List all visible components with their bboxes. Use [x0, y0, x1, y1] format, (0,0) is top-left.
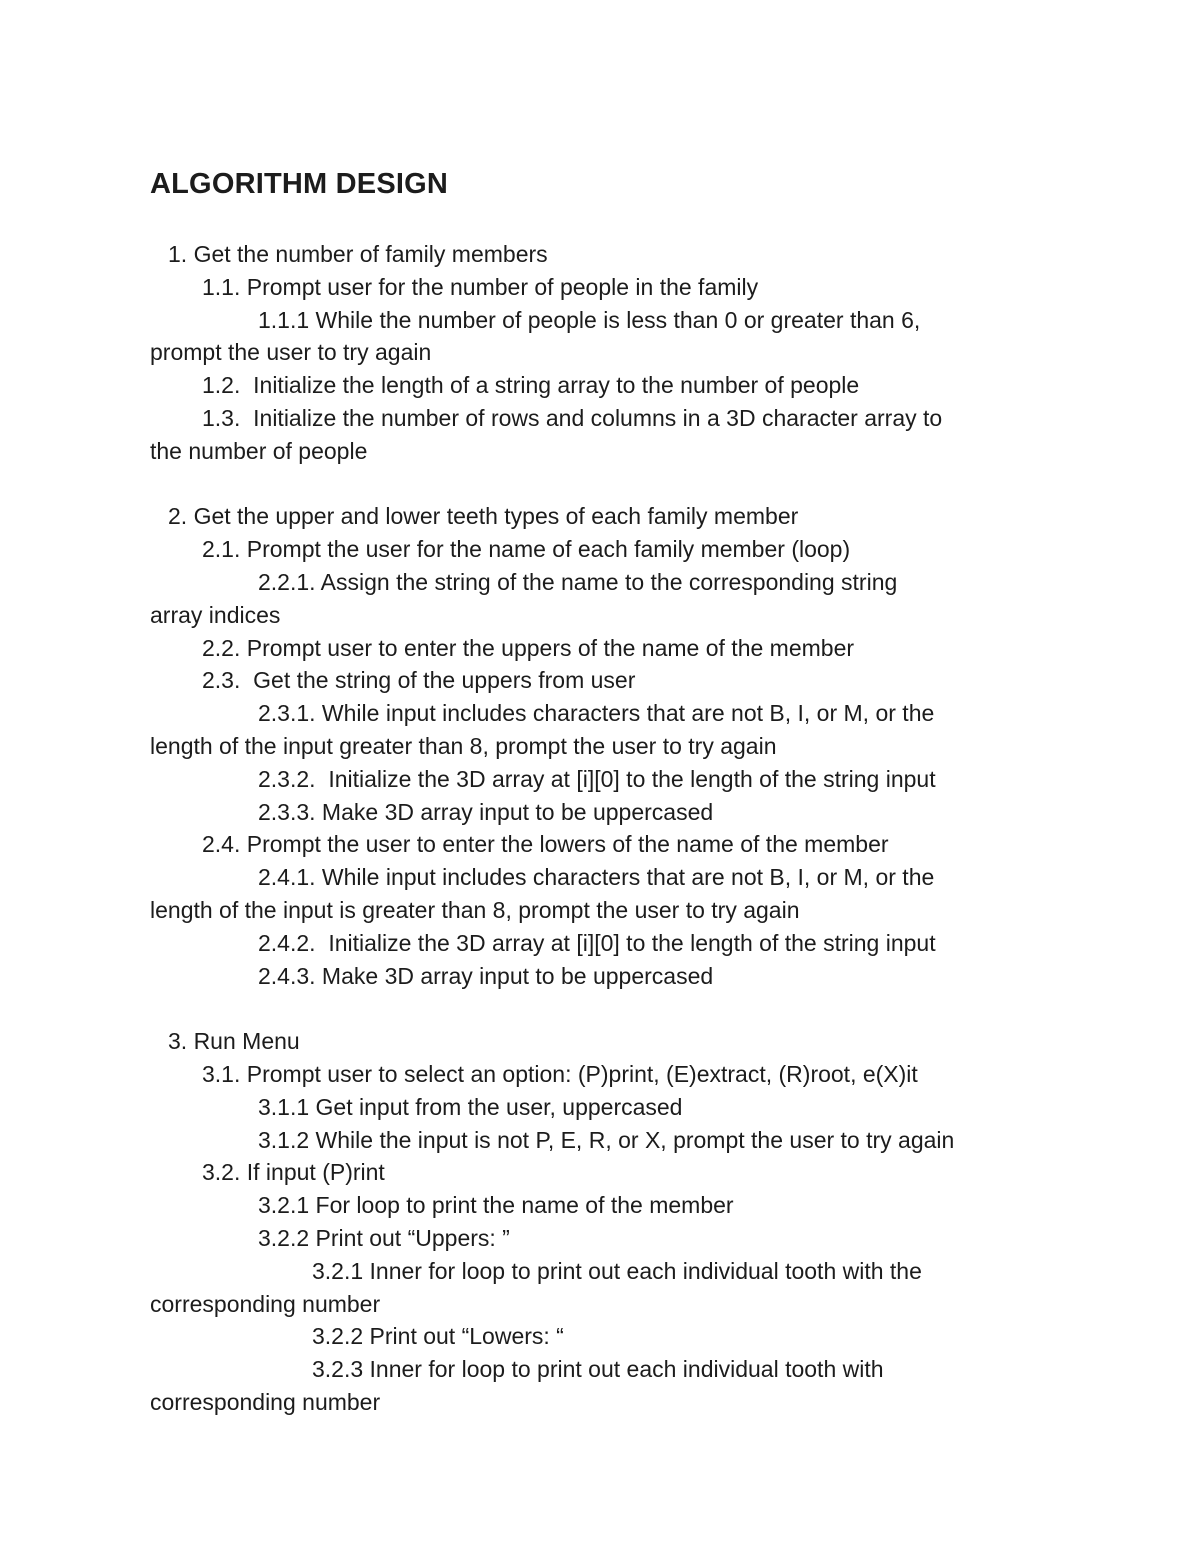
outline-line: 2.3.2. Initialize the 3D array at [i][0] to the length of the string input [258, 765, 936, 792]
outline-line: 3.1.2 While the input is not P, E, R, or X, prompt the user to try again [258, 1126, 955, 1153]
outline-line: 2.4. Prompt the user to enter the lowers of the name of the member [202, 831, 889, 858]
outline-line: 2.2. Prompt user to enter the uppers of the name of the member [202, 634, 855, 661]
outline-line: 1. Get the number of family members [168, 241, 548, 267]
outline-line: 3.2.3 Inner for loop to print out each individual tooth with [312, 1356, 884, 1383]
outline-line: corresponding number [150, 1290, 381, 1317]
outline-line: 2.3. Get the string of the uppers from user [202, 667, 636, 694]
outline-line: 1.2. Initialize the length of a string array to the number of people [202, 372, 860, 399]
outline-line: 3.2. If input (P)rint [202, 1159, 385, 1186]
section-spacer [150, 468, 1055, 501]
outline-line: 3.1. Prompt user to select an option: (P)print, (E)extract, (R)root, e(X)it [202, 1060, 918, 1087]
outline-line: 3.2.2 Print out “Lowers: “ [312, 1323, 564, 1350]
section-spacer [150, 992, 1055, 1025]
outline-line: length of the input is greater than 8, prompt the user to try again [150, 896, 800, 923]
outline-line: 3.2.2 Print out “Uppers: ” [258, 1224, 510, 1251]
algorithm-outline [150, 238, 1055, 1419]
outline-line: corresponding number [150, 1388, 381, 1415]
outline-line: 3.2.1 For loop to print the name of the member [258, 1192, 734, 1219]
outline-line: 2.2.1. Assign the string of the name to the corresponding string [258, 568, 898, 595]
outline-line: 2.3.1. While input includes characters that are not B, I, or M, or the [258, 700, 935, 727]
outline-line: 2.3.3. Make 3D array input to be uppercased [258, 798, 714, 825]
outline-line: 1.1.1 While the number of people is less than 0 or greater than 6, [258, 306, 921, 333]
outline-line: 2.1. Prompt the user for the name of each family member (loop) [202, 536, 851, 563]
outline-line: the number of people [150, 437, 368, 464]
outline-line: 2.4.3. Make 3D array input to be uppercased [258, 962, 714, 989]
outline-line: 2. Get the upper and lower teeth types of each family member [168, 503, 799, 530]
outline-line: 2.4.1. While input includes characters that are not B, I, or M, or the [258, 864, 935, 891]
outline-line: 1.1. Prompt user for the number of people in the family [202, 273, 759, 300]
document-title: ALGORITHM DESIGN [150, 168, 449, 200]
outline-line: array indices [150, 601, 281, 628]
outline-line: prompt the user to try again [150, 339, 432, 366]
outline-line: length of the input greater than 8, prompt the user to try again [150, 732, 777, 759]
outline-line: 2.4.2. Initialize the 3D array at [i][0] to the length of the string input [258, 929, 936, 956]
outline-line: 1.3. Initialize the number of rows and columns in a 3D character array to [202, 404, 943, 431]
outline-line: 3.1.1 Get input from the user, uppercased [258, 1093, 683, 1120]
outline-line: 3. Run Menu [168, 1028, 300, 1055]
outline-line: 3.2.1 Inner for loop to print out each individual tooth with the [312, 1257, 922, 1284]
